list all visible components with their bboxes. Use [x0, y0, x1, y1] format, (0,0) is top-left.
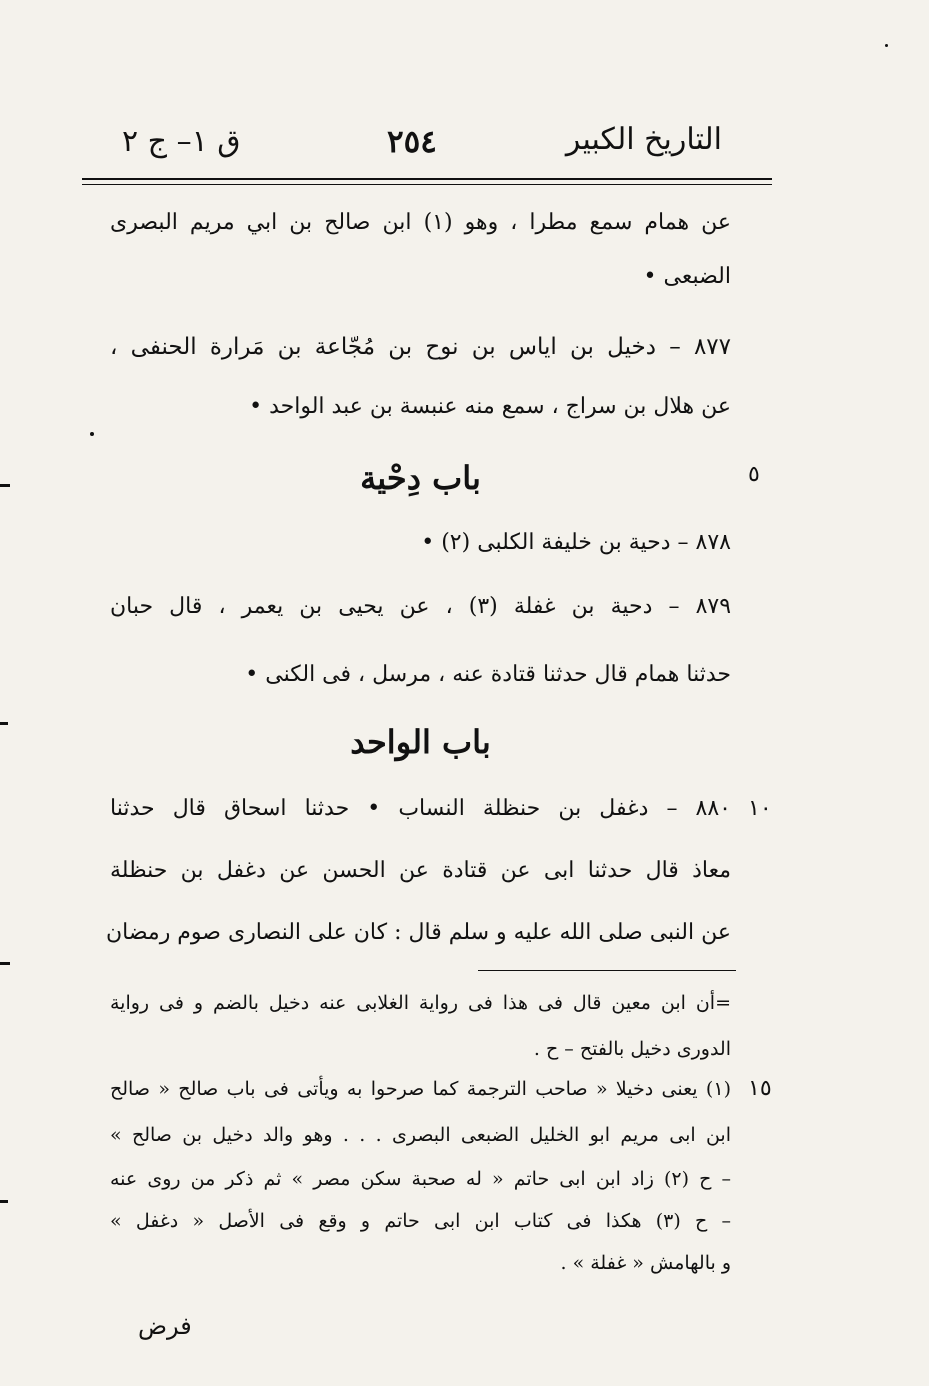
header-rule-thick: [82, 178, 772, 180]
entry-880: ٨٨٠ – دغفل بن حنظلة النساب • حدثنا اسحاق قال حدثنا: [110, 796, 731, 821]
page-number: ٢٥٤: [387, 124, 437, 160]
ink-dot: [90, 432, 94, 436]
text-line: الضبعى •: [643, 264, 731, 289]
signature-mark: فرض: [138, 1312, 192, 1340]
entry-878: ٨٧٨ – دحية بن خليفة الكلبى (٢) •: [421, 530, 731, 555]
scan-margin-mark: [0, 722, 8, 725]
ink-dot: [885, 44, 888, 47]
section-heading: باب الواحد: [350, 723, 491, 761]
text-line: حدثنا همام قال حدثنا قتادة عنه ، مرسل ، فى الكنى •: [245, 662, 731, 687]
text-line: عن هلال بن سراج ، سمع منه عنبسة بن عبد الواحد •: [249, 394, 731, 419]
text-line: عن همام سمع مطرا ، وهو (١) ابن صالح بن ابي مريم البصرى: [110, 210, 731, 235]
line-number: ١٠: [748, 796, 772, 821]
text-line: معاذ قال حدثنا ابى عن قتادة عن الحسن عن دغفل بن حنظلة: [110, 858, 731, 883]
footnote-line: ابن ابى مريم ابو الخليل الضبعى البصرى . . . وهو والد دخيل بن صالح »: [110, 1124, 731, 1146]
scan-margin-mark: [0, 484, 10, 487]
entry-879: ٨٧٩ – دحية بن غفلة (٣) ، عن يحيى بن يعمر ، قال حبان: [110, 594, 732, 619]
footnote-2: – ح (٢) زاد ابن ابى حاتم « له صحبة سكن مصر » ثم ذكر من روى عنه: [110, 1168, 731, 1190]
scan-margin-mark: [0, 962, 10, 965]
footnote-3: – ح (٣) هكذا فى كتاب ابن ابى حاتم و وقع فى الأصل « دغفل »: [110, 1210, 731, 1232]
footnote-line: و بالهامش « غفلة » .: [560, 1252, 731, 1274]
text-line: عن النبى صلى الله عليه و سلم قال : كان على النصارى صوم رمضان: [105, 920, 731, 945]
section-heading: باب دِحْية: [360, 459, 481, 497]
line-number: ١٥: [748, 1076, 772, 1101]
header-rule-thin: [82, 184, 772, 185]
running-header: [82, 122, 772, 174]
book-title: التاريخ الكبير: [565, 122, 722, 157]
footnote-1: (١) يعنى دخيلا « صاحب الترجمة كما صرحوا به ويأتى فى باب صالح « صالح: [110, 1078, 731, 1100]
volume-label: ق ١– ج ٢: [122, 124, 241, 159]
footnote-line: =أن ابن معين قال فى هذا فى رواية الغلابى عنه دخيل بالضم و فى رواية: [110, 992, 731, 1014]
footnote-rule: [478, 970, 736, 971]
line-number: ٥: [748, 462, 760, 487]
footnote-line: الدورى دخيل بالفتح – ح .: [533, 1038, 731, 1060]
scan-margin-mark: [0, 1200, 8, 1203]
entry-877: ٨٧٧ – دخيل بن اياس بن نوح بن مُجّاعة بن مَرارة الحنفى ،: [110, 334, 731, 360]
